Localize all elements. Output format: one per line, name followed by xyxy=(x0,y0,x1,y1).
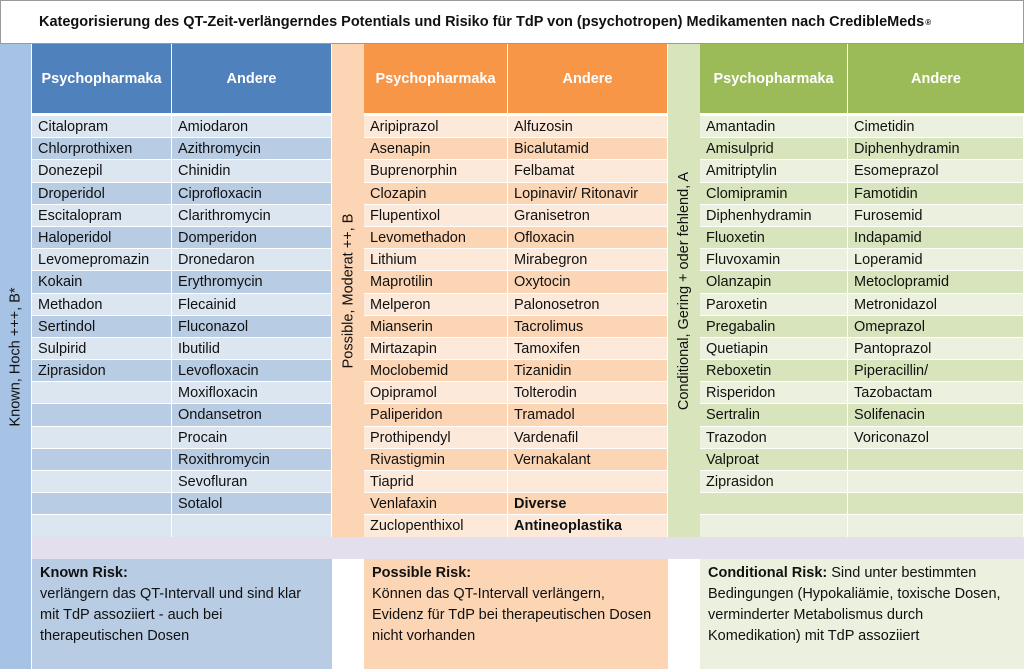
list-item: Sertindol xyxy=(32,316,172,338)
list-item xyxy=(848,493,1024,515)
list-item: Vardenafil xyxy=(508,427,668,449)
list-item: Paroxetin xyxy=(700,294,848,316)
list-item: Mianserin xyxy=(364,316,508,338)
list-item: Fluconazol xyxy=(172,316,332,338)
list-item: Chinidin xyxy=(172,160,332,182)
list-item: Flecainid xyxy=(172,294,332,316)
list-item: Haloperidol xyxy=(32,227,172,249)
list-item: Moxifloxacin xyxy=(172,382,332,404)
list-item: Amisulprid xyxy=(700,138,848,160)
conditional-header-andere: Andere xyxy=(848,44,1024,113)
possible-andere-list xyxy=(508,116,668,538)
conditional-risk-text: Sind unter bestimmten Bedingungen (Hypokaliämie, toxische Dosen, verminderter Metabolismus durch Komedikation) mit TdP assoziiert xyxy=(708,565,1001,644)
list-item: Reboxetin xyxy=(700,360,848,382)
possible-header-andere: Andere xyxy=(508,44,668,113)
list-item: Ofloxacin xyxy=(508,227,668,249)
list-item: Erythromycin xyxy=(172,271,332,293)
list-item: Ciprofloxacin xyxy=(172,183,332,205)
list-item: Palonosetron xyxy=(508,294,668,316)
possible-risk-description xyxy=(364,559,668,669)
list-item xyxy=(32,493,172,515)
list-item: Azithromycin xyxy=(172,138,332,160)
list-item: Cimetidin xyxy=(848,116,1024,138)
list-item xyxy=(172,515,332,537)
list-item: Tacrolimus xyxy=(508,316,668,338)
list-item: Aripiprazol xyxy=(364,116,508,138)
list-item: Bicalutamid xyxy=(508,138,668,160)
list-item: Citalopram xyxy=(32,116,172,138)
list-item xyxy=(32,515,172,537)
list-item: Levofloxacin xyxy=(172,360,332,382)
list-item: Felbamat xyxy=(508,160,668,182)
list-item: Oxytocin xyxy=(508,271,668,293)
list-item: Trazodon xyxy=(700,427,848,449)
list-item: Famotidin xyxy=(848,183,1024,205)
list-item: Alfuzosin xyxy=(508,116,668,138)
known-risk-description xyxy=(32,559,332,669)
list-item: Granisetron xyxy=(508,205,668,227)
list-item: Kokain xyxy=(32,271,172,293)
list-item: Vernakalant xyxy=(508,449,668,471)
possible-psycho-list xyxy=(364,116,508,538)
list-item: Prothipendyl xyxy=(364,427,508,449)
possible-risk-text: Können das QT-Intervall verlängern, Evidenz für TdP bei therapeutischen Dosen nicht vorhanden xyxy=(372,586,652,644)
conditional-psycho-list xyxy=(700,116,848,538)
list-item: Buprenorphin xyxy=(364,160,508,182)
list-item: Paliperidon xyxy=(364,404,508,426)
known-header-psycho: Psychopharmaka xyxy=(32,44,172,113)
list-item: Opipramol xyxy=(364,382,508,404)
list-item: Esomeprazol xyxy=(848,160,1024,182)
list-item: Omeprazol xyxy=(848,316,1024,338)
list-item: Tiaprid xyxy=(364,471,508,493)
list-item: Amiodaron xyxy=(172,116,332,138)
separator-band xyxy=(32,537,1024,559)
registered-mark: ® xyxy=(925,17,932,27)
list-item: Levomepromazin xyxy=(32,249,172,271)
list-item: Domperidon xyxy=(172,227,332,249)
list-item: Dronedaron xyxy=(172,249,332,271)
list-item: Ziprasidon xyxy=(32,360,172,382)
list-item: Diphenhydramin xyxy=(848,138,1024,160)
list-item: Flupentixol xyxy=(364,205,508,227)
page-title xyxy=(0,0,1024,44)
possible-risk-title: Possible Risk: xyxy=(372,565,472,581)
list-item: Fluvoxamin xyxy=(700,249,848,271)
list-item: Clomipramin xyxy=(700,183,848,205)
list-item: Diphenhydramin xyxy=(700,205,848,227)
conditional-side-label: Conditional, Gering + oder fehlend, A xyxy=(668,44,700,537)
list-item: Lithium xyxy=(364,249,508,271)
list-item: Ondansetron xyxy=(172,404,332,426)
list-item: Sertralin xyxy=(700,404,848,426)
list-item xyxy=(700,493,848,515)
known-andere-list xyxy=(172,116,332,538)
list-item: Pregabalin xyxy=(700,316,848,338)
list-item: Voriconazol xyxy=(848,427,1024,449)
title-text: Kategorisierung des QT-Zeit-verlängerndes Potentials und Risiko für TdP von (psychotropen) Medikamenten nach CredibleMeds xyxy=(39,14,925,30)
list-item xyxy=(32,404,172,426)
list-item: Ibutilid xyxy=(172,338,332,360)
list-item: Tramadol xyxy=(508,404,668,426)
list-item: Fluoxetin xyxy=(700,227,848,249)
known-risk-text: verlängern das QT-Intervall und sind klar mit TdP assoziiert - auch bei therapeutischen Dosen xyxy=(40,586,302,644)
list-item xyxy=(32,427,172,449)
list-item: Sevofluran xyxy=(172,471,332,493)
list-item: Metronidazol xyxy=(848,294,1024,316)
list-item: Amantadin xyxy=(700,116,848,138)
list-item: Procain xyxy=(172,427,332,449)
list-item: Methadon xyxy=(32,294,172,316)
list-item: Antineoplastika xyxy=(508,515,668,537)
list-item: Tamoxifen xyxy=(508,338,668,360)
list-item: Quetiapin xyxy=(700,338,848,360)
list-item: Furosemid xyxy=(848,205,1024,227)
list-item: Asenapin xyxy=(364,138,508,160)
list-item: Droperidol xyxy=(32,183,172,205)
known-risk-title: Known Risk: xyxy=(40,565,128,581)
list-item: Olanzapin xyxy=(700,271,848,293)
conditional-risk-description xyxy=(700,559,1024,669)
possible-side-label: Possible, Moderat ++, B xyxy=(332,44,364,537)
list-item: Mirabegron xyxy=(508,249,668,271)
list-item: Loperamid xyxy=(848,249,1024,271)
list-item: Chlorprothixen xyxy=(32,138,172,160)
list-item: Tolterodin xyxy=(508,382,668,404)
list-item xyxy=(32,382,172,404)
list-item: Maprotilin xyxy=(364,271,508,293)
list-item: Solifenacin xyxy=(848,404,1024,426)
conditional-risk-title: Conditional Risk: xyxy=(708,565,828,581)
list-item: Metoclopramid xyxy=(848,271,1024,293)
list-item: Valproat xyxy=(700,449,848,471)
list-item xyxy=(32,449,172,471)
known-header-andere: Andere xyxy=(172,44,332,113)
list-item: Mirtazapin xyxy=(364,338,508,360)
list-item: Ziprasidon xyxy=(700,471,848,493)
list-item: Pantoprazol xyxy=(848,338,1024,360)
list-item xyxy=(848,515,1024,537)
list-item: Tazobactam xyxy=(848,382,1024,404)
list-item: Levomethadon xyxy=(364,227,508,249)
list-item: Clozapin xyxy=(364,183,508,205)
conditional-header-psycho: Psychopharmaka xyxy=(700,44,848,113)
list-item xyxy=(848,471,1024,493)
list-item: Clarithromycin xyxy=(172,205,332,227)
list-item: Rivastigmin xyxy=(364,449,508,471)
list-item: Donezepil xyxy=(32,160,172,182)
list-item: Diverse xyxy=(508,493,668,515)
list-item: Indapamid xyxy=(848,227,1024,249)
list-item: Roxithromycin xyxy=(172,449,332,471)
list-item xyxy=(848,449,1024,471)
list-item: Venlafaxin xyxy=(364,493,508,515)
list-item: Risperidon xyxy=(700,382,848,404)
list-item: Piperacillin/ xyxy=(848,360,1024,382)
list-item: Escitalopram xyxy=(32,205,172,227)
list-item: Moclobemid xyxy=(364,360,508,382)
known-side-label: Known, Hoch +++, B* xyxy=(0,44,32,669)
list-item: Amitriptylin xyxy=(700,160,848,182)
list-item: Lopinavir/ Ritonavir xyxy=(508,183,668,205)
possible-header-psycho: Psychopharmaka xyxy=(364,44,508,113)
list-item xyxy=(508,471,668,493)
list-item: Sulpirid xyxy=(32,338,172,360)
list-item: Melperon xyxy=(364,294,508,316)
list-item xyxy=(32,471,172,493)
list-item: Sotalol xyxy=(172,493,332,515)
list-item: Tizanidin xyxy=(508,360,668,382)
list-item: Zuclopenthixol xyxy=(364,515,508,537)
list-item xyxy=(700,515,848,537)
known-psycho-list xyxy=(32,116,172,538)
conditional-andere-list xyxy=(848,116,1024,538)
